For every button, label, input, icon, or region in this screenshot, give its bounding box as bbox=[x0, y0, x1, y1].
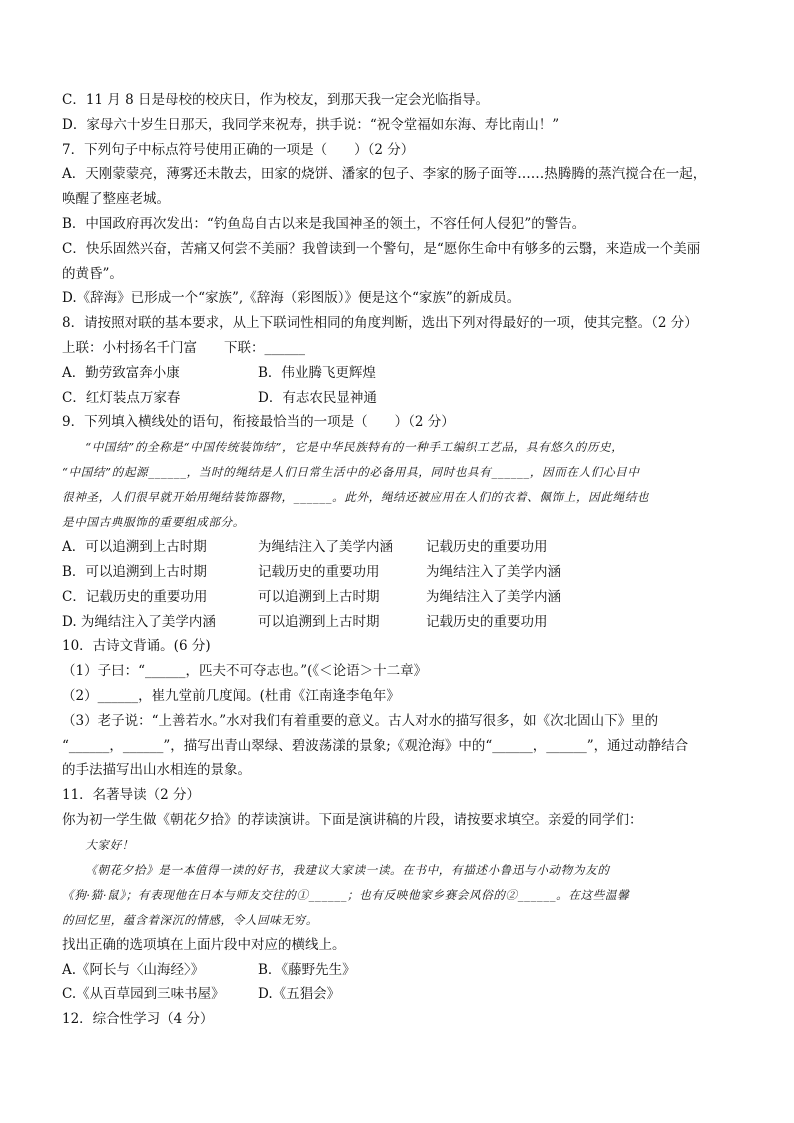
q11-speech-line: 《狗·猫·鼠》；有表现他在日本与师友交往的①______；也有反映他家乡赛会风俗的②______。在这些温馨 bbox=[62, 887, 630, 902]
option-line: D．家母六十岁生日那天，我同学来祝寿，拱手说：“祝令堂福如东海、寿比南山！” bbox=[62, 116, 560, 133]
question-8-stem: 8．请按照对联的基本要求，从上下联词性相同的角度判断，选出下列对得最好的一项，使其完整。（2 分） bbox=[62, 315, 698, 332]
q9-option-text: 为绳结注入了美学内涵 bbox=[258, 539, 393, 556]
q7-option-a: A．天刚蒙蒙亮，薄雾还未散去，田家的烧饼、潘家的包子、李家的肠子面等……热腾腾的蒸汽搅合在一起， bbox=[62, 166, 707, 183]
q9-passage-line: “中国结”的起源______，当时的绳结是人们日常生活中的必备用具，同时也具有______，因而在人们心目中 bbox=[62, 465, 640, 480]
q8-options-row-2 bbox=[62, 386, 742, 411]
q11-option-d: D.《五猖会》 bbox=[258, 986, 341, 1003]
q9-option-text: D. 为绳结注入了美学内涵 bbox=[62, 613, 216, 630]
q9-option-text: B．可以追溯到上古时期 bbox=[62, 563, 207, 580]
q7-option-b: B．中国政府再次发出：“钓鱼岛自古以来是我国神圣的领土，不容任何人侵犯”的警告。 bbox=[62, 215, 586, 232]
q9-option-text: C．记载历史的重要功用 bbox=[62, 588, 208, 605]
q11-intro: 你为初一学生做《朝花夕拾》的荐读演讲。下面是演讲稿的片段，请按要求填空。亲爱的同学们： bbox=[62, 811, 643, 828]
q11-task: 找出正确的选项填在上面片段中对应的横线上。 bbox=[62, 936, 346, 953]
q11-option-c: C.《从百草园到三味书屋》 bbox=[62, 986, 225, 1003]
q7-option-d: D.《辞海》已形成一个“家族”,《辞海（彩图版）》便是这个“家族”的新成员。 bbox=[62, 290, 521, 307]
q9-option-text: 可以追溯到上古时期 bbox=[258, 613, 380, 630]
q11-speech-line: 《朝花夕拾》是一本值得一读的好书，我建议大家读一读。在书中，有描述小鲁迅与小动物为友的 bbox=[85, 862, 610, 877]
q9-option-text: 可以追溯到上古时期 bbox=[258, 588, 380, 605]
q7-option-c: C．快乐固然兴奋，苦痛又何尝不美丽？我曾读到一个警句，是“愿你生命中有够多的云翳，来造成一个美丽 bbox=[62, 240, 701, 257]
q11-speech-line: 的回忆里，蕴含着深沉的情感，令人回味无穷。 bbox=[62, 912, 319, 927]
q9-passage-line: 是中国古典服饰的重要组成部分。 bbox=[62, 515, 245, 530]
q7-option-a-cont: 唤醒了整座老城。 bbox=[62, 191, 170, 208]
q10-item-3: （3）老子说：“上善若水。”水对我们有着重要的意义。古人对水的描写很多，如《次北固山下》里的 bbox=[62, 712, 659, 729]
question-11-stem: 11．名著导读（2 分） bbox=[62, 787, 201, 804]
q8-option-b: B．伟业腾飞更辉煌 bbox=[258, 364, 376, 381]
q9-option-text: A．可以追溯到上古时期 bbox=[62, 539, 207, 556]
q9-passage-line: 很神圣，人们很早就开始用绳结装饰器物，______。此外，绳结还被应用在人们的衣着、佩饰上，因此绳结也 bbox=[62, 490, 650, 505]
q8-option-a: A．勤劳致富奔小康 bbox=[62, 364, 180, 381]
q9-option-text: 记载历史的重要功用 bbox=[258, 563, 380, 580]
q8-couplet: 上联：小村扬名千门富 下联：______ bbox=[62, 339, 305, 356]
q10-item-2: （2）______，崔九堂前几度闻。(杜甫《江南逢李龟年》 bbox=[62, 687, 400, 704]
q11-option-b: B．《藤野先生》 bbox=[258, 961, 356, 978]
question-9-stem: 9．下列填入横线处的语句，衔接最恰当的一项是（ ）（2 分） bbox=[62, 414, 455, 431]
q9-option-text: 为绳结注入了美学内涵 bbox=[426, 563, 561, 580]
q8-option-c: C．红灯装点万家春 bbox=[62, 389, 181, 406]
q9-option-a bbox=[62, 535, 742, 560]
question-7-stem: 7．下列句子中标点符号使用正确的一项是（ ）（2 分） bbox=[62, 141, 415, 158]
q8-options-row-1 bbox=[62, 361, 742, 386]
q10-item-3-cont: “______，______”，描写出青山翠绿、碧波荡漾的景象;《观沧海》中的“______，______”，通过动静结合 bbox=[62, 737, 689, 754]
q9-option-d bbox=[62, 610, 742, 635]
exam-page bbox=[62, 88, 742, 1032]
question-12-stem: 12．综合性学习（4 分） bbox=[62, 1011, 214, 1028]
q10-item-1: （1）子曰：“______，匹夫不可夺志也。”(《＜论语＞十二章》 bbox=[62, 663, 428, 680]
q11-options-row-1 bbox=[62, 958, 742, 983]
q8-option-d: D．有志农民显神通 bbox=[258, 389, 377, 406]
q11-options-row-2 bbox=[62, 982, 742, 1007]
q9-passage-line: “中国结”的全称是“中国传统装饰结”，它是中华民族特有的一种手工编织工艺品，具有悠久的历史， bbox=[85, 440, 624, 455]
q10-item-3-cont: 的手法描写出山水相连的景象。 bbox=[62, 762, 251, 779]
q9-option-text: 记载历史的重要功用 bbox=[426, 539, 548, 556]
q11-greeting: 大家好！ bbox=[85, 837, 134, 852]
option-line: C．11 月 8 日是母校的校庆日，作为校友，到那天我一定会光临指导。 bbox=[62, 92, 489, 108]
q9-option-b bbox=[62, 560, 742, 585]
q7-option-c-cont: 的黄昏”。 bbox=[62, 265, 123, 282]
q9-option-c bbox=[62, 585, 742, 610]
q9-option-text: 为绳结注入了美学内涵 bbox=[426, 588, 561, 605]
q11-option-a: A.《阿长与〈山海经〉》 bbox=[62, 961, 205, 978]
question-10-stem: 10．古诗文背诵。(6 分) bbox=[62, 638, 211, 655]
q9-option-text: 记载历史的重要功用 bbox=[426, 613, 548, 630]
